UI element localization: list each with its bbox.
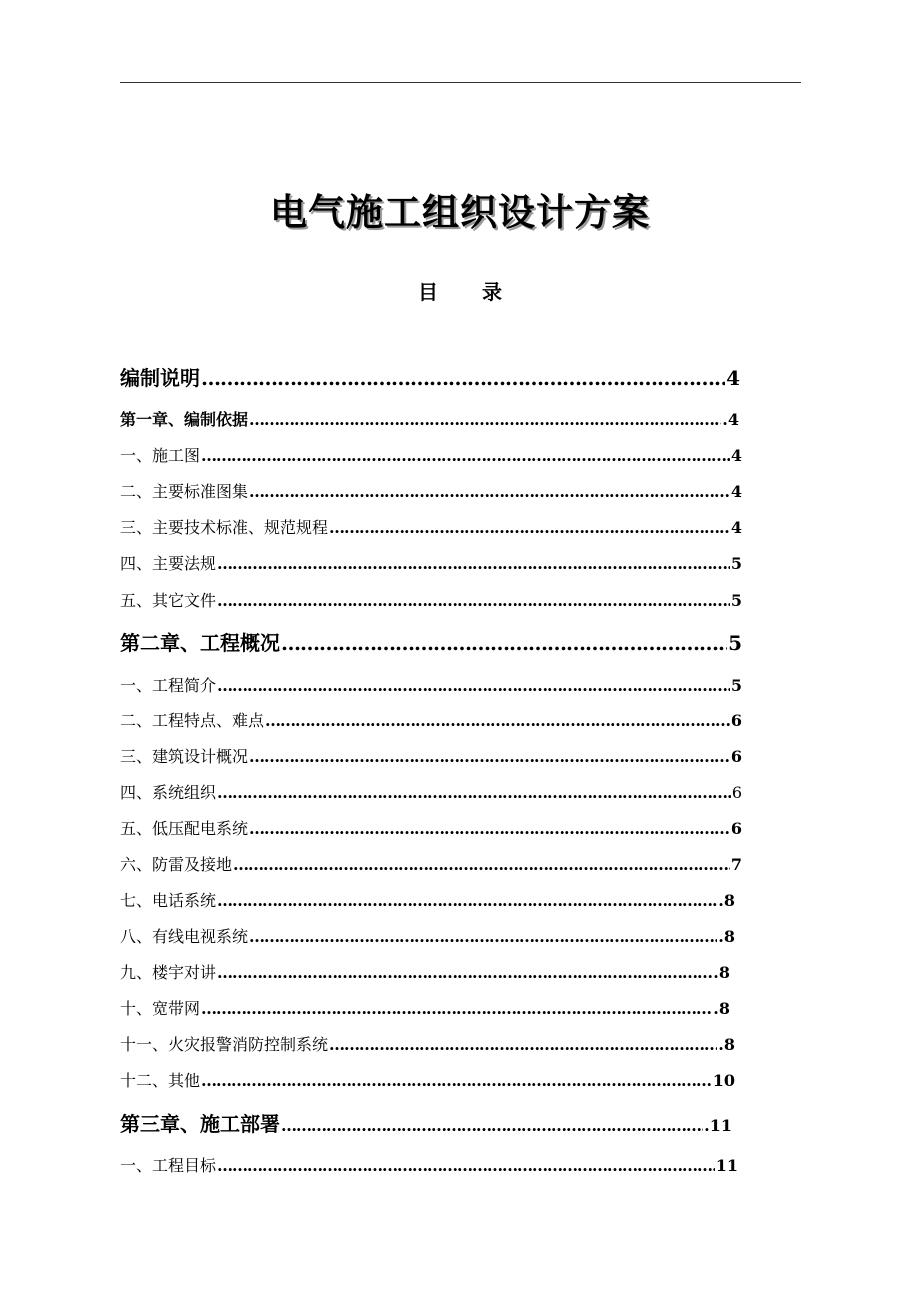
toc-entry[interactable] bbox=[120, 551, 742, 574]
toc-entry-label: 第二章、工程概况 bbox=[120, 631, 280, 655]
toc-entry[interactable] bbox=[120, 1108, 732, 1137]
toc-entry-label: 六、防雷及接地 bbox=[120, 855, 233, 874]
toc-entry-page: 6 bbox=[731, 783, 742, 802]
toc-leader bbox=[201, 366, 725, 390]
toc-entry[interactable] bbox=[120, 443, 742, 466]
toc-leader bbox=[249, 819, 730, 838]
header-rule bbox=[120, 82, 801, 83]
toc-entry[interactable] bbox=[120, 960, 730, 983]
toc-entry-label: 十二、其他 bbox=[120, 1071, 201, 1090]
toc-entry[interactable] bbox=[120, 852, 742, 875]
toc-leader bbox=[281, 1116, 703, 1135]
toc-entry-page: 4 bbox=[726, 366, 740, 390]
toc-entry-page: 7 bbox=[730, 855, 742, 874]
toc-entry-label: 一、工程目标 bbox=[120, 1156, 217, 1175]
toc-entry-label: 七、电话系统 bbox=[120, 891, 217, 910]
toc-leader bbox=[249, 747, 730, 766]
toc-leader bbox=[281, 631, 727, 655]
toc-entry[interactable] bbox=[120, 1153, 738, 1176]
toc-entry-page: .8 bbox=[713, 999, 730, 1018]
toc-entry-label: 四、系统组织 bbox=[120, 783, 217, 802]
toc-entry-page: 6 bbox=[730, 747, 742, 766]
toc-leader bbox=[217, 554, 730, 573]
toc-entry[interactable] bbox=[120, 708, 742, 731]
toc-entry-page: 11 bbox=[715, 1156, 738, 1175]
toc-entry[interactable] bbox=[120, 1032, 735, 1055]
toc-entry-label: 八、有线电视系统 bbox=[120, 927, 249, 946]
toc-leader bbox=[265, 711, 730, 730]
toc-entry-label: 一、工程简介 bbox=[120, 676, 217, 695]
toc-entry-page: 10 bbox=[712, 1071, 735, 1090]
toc-entry-page: .11 bbox=[704, 1116, 732, 1135]
document-title: 电气施工组织设计方案 bbox=[270, 190, 650, 234]
toc-entry-label: 九、楼宇对讲 bbox=[120, 963, 217, 982]
toc-entry-page: 4 bbox=[730, 518, 742, 537]
toc-entry[interactable] bbox=[120, 479, 742, 502]
toc-entry-page: 4 bbox=[730, 482, 742, 501]
toc-entry-page: .8 bbox=[718, 927, 735, 946]
toc-leader bbox=[217, 891, 717, 910]
toc-entry-label: 五、其它文件 bbox=[120, 591, 217, 610]
toc-entry-label: 编制说明 bbox=[120, 366, 200, 390]
toc-leader bbox=[217, 963, 712, 982]
toc-entry-page: 5 bbox=[730, 676, 742, 695]
toc-heading-char: 录 bbox=[482, 280, 502, 304]
toc-entry-page: 6 bbox=[730, 711, 742, 730]
toc-leader bbox=[201, 1071, 712, 1090]
toc-leader bbox=[329, 518, 730, 537]
toc-entry-page: 5 bbox=[730, 554, 742, 573]
toc-entry[interactable] bbox=[120, 362, 740, 391]
toc-entry-page: 6 bbox=[730, 819, 742, 838]
toc-entry[interactable] bbox=[120, 515, 742, 538]
toc-entry[interactable] bbox=[120, 673, 742, 696]
toc-leader bbox=[217, 676, 730, 695]
toc-entry-label: 四、主要法规 bbox=[120, 554, 217, 573]
toc-entry-label: 三、建筑设计概况 bbox=[120, 747, 249, 766]
toc-entry-page: .8 bbox=[718, 1035, 735, 1054]
toc-entry[interactable] bbox=[120, 588, 742, 611]
toc-leader bbox=[217, 591, 730, 610]
toc-entry-label: 二、主要标准图集 bbox=[120, 482, 249, 501]
toc-entry-page: 4 bbox=[730, 446, 742, 465]
toc-leader bbox=[233, 855, 730, 874]
toc-leader bbox=[217, 1156, 715, 1175]
toc-entry-page: 5 bbox=[728, 631, 742, 655]
toc-entry[interactable] bbox=[120, 924, 735, 947]
toc-leader bbox=[249, 927, 717, 946]
toc-entry[interactable] bbox=[120, 744, 742, 767]
toc-heading bbox=[0, 276, 920, 305]
toc-entry[interactable] bbox=[120, 780, 742, 803]
toc-leader bbox=[217, 783, 731, 802]
toc-entry-label: 二、工程特点、难点 bbox=[120, 711, 265, 730]
toc-entry[interactable] bbox=[120, 627, 742, 656]
toc-entry[interactable] bbox=[120, 816, 742, 839]
toc-entry-page: .4 bbox=[722, 410, 739, 429]
toc-entry-label: 三、主要技术标准、规范规程 bbox=[120, 518, 329, 537]
toc-entry[interactable] bbox=[120, 1068, 735, 1091]
toc-entry-label: 五、低压配电系统 bbox=[120, 819, 249, 838]
toc-entry-label: 第三章、施工部署 bbox=[120, 1112, 280, 1136]
toc-leader bbox=[249, 410, 721, 429]
toc-entry-label: 十、宽带网 bbox=[120, 999, 201, 1018]
toc-entry-page: .8 bbox=[718, 891, 735, 910]
toc-leader bbox=[329, 1035, 717, 1054]
toc-entry-page: 5 bbox=[730, 591, 742, 610]
toc-leader bbox=[201, 999, 712, 1018]
toc-entry-label: 第一章、编制依据 bbox=[120, 410, 249, 429]
toc-entry[interactable] bbox=[120, 888, 735, 911]
toc-leader bbox=[201, 446, 730, 465]
toc-entry-label: 十一、火灾报警消防控制系统 bbox=[120, 1035, 329, 1054]
toc-entry-label: 一、施工图 bbox=[120, 446, 201, 465]
toc-entry-page: .8 bbox=[713, 963, 730, 982]
toc-entry[interactable] bbox=[120, 407, 739, 430]
toc-entry[interactable] bbox=[120, 996, 730, 1019]
toc-leader bbox=[249, 482, 730, 501]
toc-heading-char: 目 bbox=[418, 280, 438, 304]
